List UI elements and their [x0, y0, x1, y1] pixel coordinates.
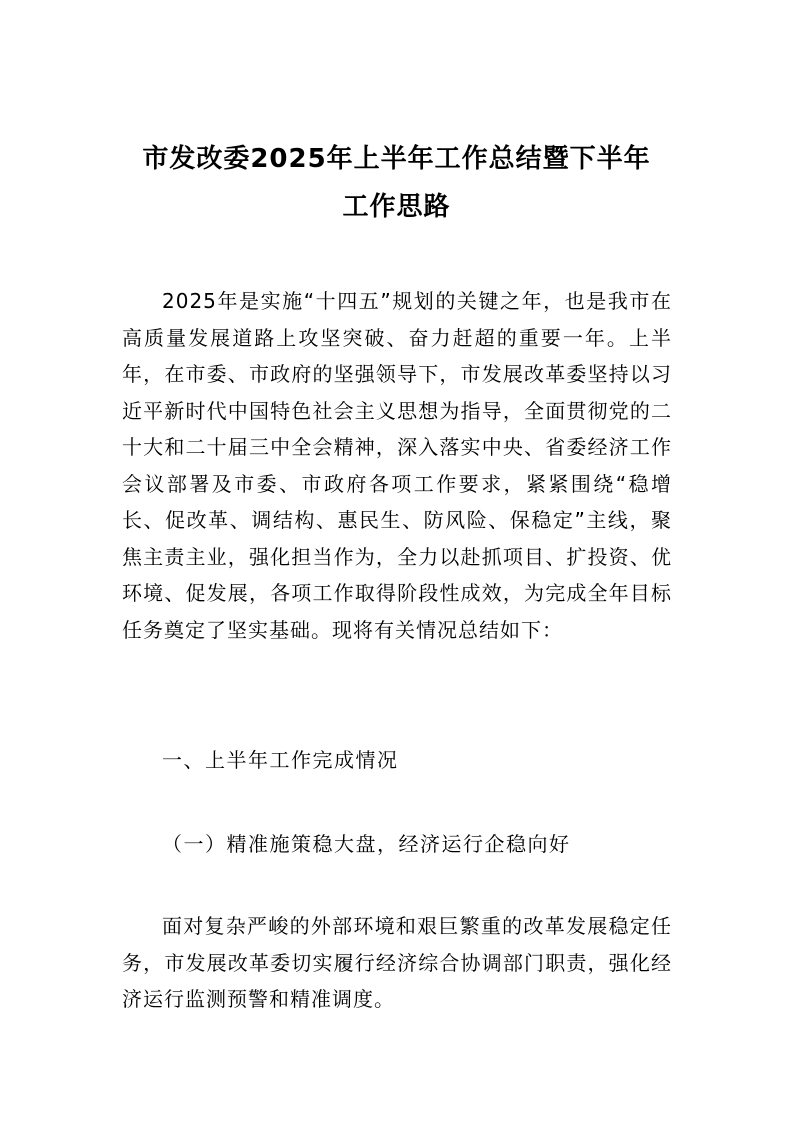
title-line-2: 工作思路 [342, 192, 451, 223]
title-line-1: 市发改委2025年上半年工作总结暨下半年 [142, 144, 651, 175]
document-title [90, 135, 703, 231]
subsection-paragraph: 面对复杂严峻的外部环境和艰巨繁重的改革发展稳定任务，市发展改革委切实履行经济综合协调部门职责，强化经济运行监测预警和精准调度。 [122, 914, 672, 1011]
subsection-heading: （一）精准施策稳大盘，经济运行企稳向好 [162, 832, 571, 856]
intro-paragraph: 2025年是实施“十四五”规划的关键之年，也是我市在高质量发展道路上攻坚突破、奋力赶超的重要一年。上半年，在市委、市政府的坚强领导下，市发展改革委坚持以习近平新时代中国特色社会主义思想为指导，全面贯彻党的二十大和二十届三中全会精神，深入落实中央、省委经济工作会议部署及市委、市政府各项工作要求，紧紧围绕“稳增长、促改革、调结构、惠民生、防风险、保稳定”主线，聚焦主责主业，强化担当作为，全力以赴抓项目、扩投资、优环境、促发展，各项工作取得阶段性成效，为完成全年目标任务奠定了坚实基础。现将有关情况总结如下： [122, 289, 672, 642]
section-heading: 一、上半年工作完成情况 [162, 748, 399, 772]
